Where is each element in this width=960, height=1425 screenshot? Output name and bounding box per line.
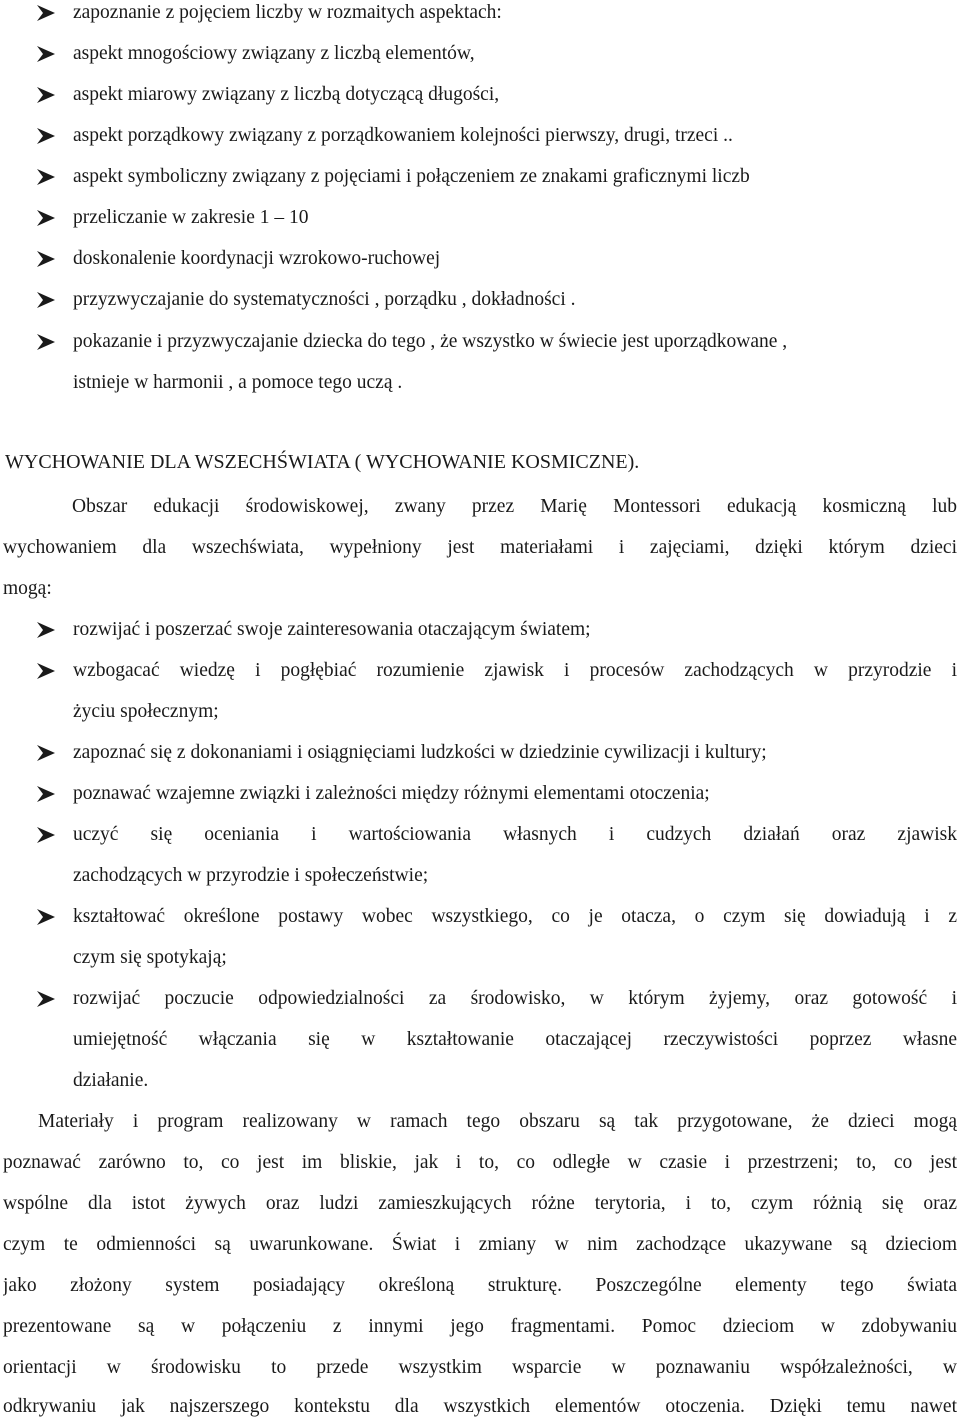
arrow-bullet-icon — [36, 777, 58, 811]
paragraph-line: odkrywaniu jak najszerszego kontekstu dla wszystkich elementów otoczenia. Dzięki temu nawet — [3, 1396, 957, 1417]
list-item-continuation — [0, 1064, 960, 1098]
list-item — [0, 78, 960, 112]
arrow-bullet-icon — [36, 654, 58, 688]
list-item-text: przeliczanie w zakresie 1 – 10 — [73, 207, 309, 228]
list-item-text: aspekt symboliczny związany z pojęciami i połączeniem ze znakami graficznymi liczb — [73, 166, 750, 187]
list-item — [0, 325, 960, 359]
arrow-bullet-icon — [36, 283, 58, 317]
arrow-bullet-icon — [36, 818, 58, 852]
list-item-text: umiejętność włączania się w kształtowanie otaczającej rzeczywistości poprzez własne — [73, 1029, 957, 1050]
paragraph-line: orientacji w środowisku to przede wszystkim wsparcie w poznawaniu współzależności, w — [3, 1357, 957, 1378]
list-item-text: uczyć się oceniania i wartościowania własnych i cudzych działań oraz zjawisk — [73, 824, 957, 845]
list-item-text: aspekt porządkowy związany z porządkowaniem kolejności pierwszy, drugi, trzeci .. — [73, 125, 733, 146]
paragraph-line: prezentowane są w połączeniu z innymi jego fragmentami. Pomoc dzieciom w zdobywaniu — [3, 1316, 957, 1337]
list-item-text: aspekt miarowy związany z liczbą dotyczącą długości, — [73, 84, 500, 105]
list-item-text: aspekt mnogościowy związany z liczbą elementów, — [73, 43, 475, 64]
paragraph-line: czym te odmienności są uwarunkowane. Świat i zmiany w nim zachodzące ukazywane są dzieciom — [3, 1234, 957, 1255]
list-item — [0, 37, 960, 71]
list-item — [0, 0, 960, 30]
arrow-bullet-icon — [36, 201, 58, 235]
list-item-continuation — [0, 366, 960, 400]
section-heading: WYCHOWANIE DLA WSZECHŚWIATA ( WYCHOWANIE KOSMICZNE). — [5, 451, 640, 473]
arrow-bullet-icon — [36, 0, 58, 30]
arrow-bullet-icon — [36, 982, 58, 1016]
list-item-text: działanie. — [73, 1070, 149, 1091]
list-item — [0, 201, 960, 235]
paragraph-line: Obszar edukacji środowiskowej, zwany przez Marię Montessori edukacją kosmiczną lub — [72, 496, 957, 517]
list-item-text: pokazanie i przyzwyczajanie dziecka do tego , że wszystko w świecie jest uporządkowane , — [73, 331, 788, 352]
paragraph-line: mogą: — [3, 578, 52, 599]
list-item-text: istnieje w harmonii , a pomoce tego uczą . — [73, 372, 403, 393]
arrow-bullet-icon — [36, 736, 58, 770]
list-item-continuation — [0, 859, 960, 893]
list-item — [0, 736, 960, 770]
list-item-continuation — [0, 695, 960, 729]
list-item-text: życiu społecznym; — [73, 701, 219, 722]
arrow-bullet-icon — [36, 325, 58, 359]
list-item — [0, 613, 960, 647]
paragraph-line: Materiały i program realizowany w ramach tego obszaru są tak przygotowane, że dzieci mogą — [38, 1111, 957, 1132]
list-item — [0, 119, 960, 153]
arrow-bullet-icon — [36, 613, 58, 647]
arrow-bullet-icon — [36, 242, 58, 276]
arrow-bullet-icon — [36, 160, 58, 194]
paragraph-line: poznawać zarówno to, co jest im bliskie, jak i to, co odległe w czasie i przestrzeni; to, co jest — [3, 1152, 957, 1173]
list-item-text: kształtować określone postawy wobec wszystkiego, co je otacza, o czym się dowiadują i z — [73, 906, 957, 927]
list-item-text: doskonalenie koordynacji wzrokowo-ruchowej — [73, 248, 441, 269]
list-item-text: zapoznanie z pojęciem liczby w rozmaitych aspektach: — [73, 2, 502, 23]
list-item — [0, 160, 960, 194]
list-item-text: przyzwyczajanie do systematyczności , porządku , dokładności . — [73, 289, 576, 310]
list-item-text: zachodzących w przyrodzie i społeczeństwie; — [73, 865, 429, 886]
list-item-text: czym się spotykają; — [73, 947, 227, 968]
arrow-bullet-icon — [36, 900, 58, 934]
list-item — [0, 777, 960, 811]
list-item-text: rozwijać i poszerzać swoje zainteresowania otaczającym światem; — [73, 619, 591, 640]
list-item — [0, 283, 960, 317]
list-item-text: wzbogacać wiedzę i pogłębiać rozumienie zjawisk i procesów zachodzących w przyrodzie i — [73, 660, 957, 681]
paragraph-line: wspólne dla istot żywych oraz ludzi zamieszkujących różne terytoria, i to, czym różnią się oraz — [3, 1193, 957, 1214]
arrow-bullet-icon — [36, 37, 58, 71]
list-item-continuation — [0, 941, 960, 975]
list-item-text: rozwijać poczucie odpowiedzialności za środowisko, w którym żyjemy, oraz gotowość i — [73, 988, 957, 1009]
arrow-bullet-icon — [36, 78, 58, 112]
list-item-text: poznawać wzajemne związki i zależności między różnymi elementami otoczenia; — [73, 783, 710, 804]
list-item-text: zapoznać się z dokonaniami i osiągnięciami ludzkości w dziedzinie cywilizacji i kultury; — [73, 742, 767, 763]
paragraph-line: wychowaniem dla wszechświata, wypełniony jest materiałami i zajęciami, dzięki którym dzieci — [3, 537, 957, 558]
paragraph-line: jako złożony system posiadający określoną strukturę. Poszczególne elementy tego świata — [3, 1275, 957, 1296]
list-item — [0, 242, 960, 276]
arrow-bullet-icon — [36, 119, 58, 153]
